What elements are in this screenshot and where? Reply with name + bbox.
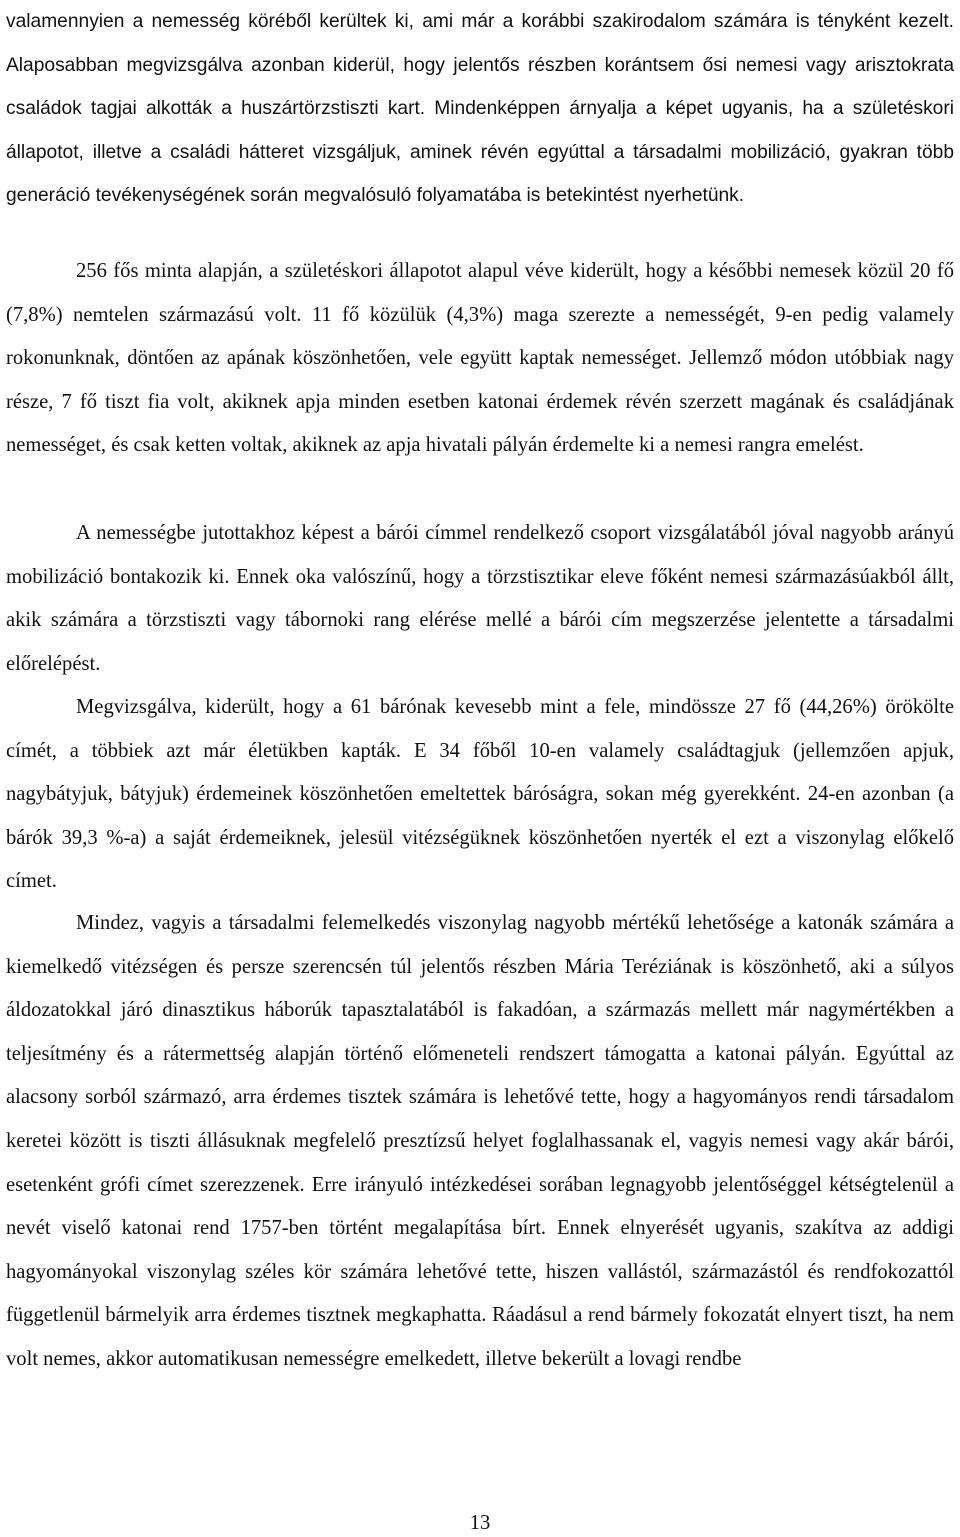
- paragraph-sample-analysis: 256 fős minta alapján, a születéskori állapotot alapul véve kiderült, hogy a későbbi nemesek közül 20 fő (7,8%) nemtelen származású volt. 11 fő közülük (4,3%) maga szerezte a nemességét, 9-en pedig valamely rokonunknak, döntően az apának köszönhetően, vele együtt kaptak nemességet. Jellemző módon utóbbiak nagy része, 7 fő tiszt fia volt, akiknek apja minden esetben katonai érdemek révén szerzett magának és családjának nemességet, és csak ketten voltak, akiknek az apja hivatali pályán érdemelte ki a nemesi rangra emelést.: [6, 260, 954, 457]
- paragraph-barons-inheritance: Megvizsgálva, kiderült, hogy a 61 bárónak kevesebb mint a fele, mindössze 27 fő (44,26%) örökölte címét, a többiek azt már életükben kapták. E 34 főből 10-en valamely családtagjuk (jellemzően apjuk, nagybátyjuk, bátyjuk) érdemeinek köszönhetően emeltettek báróságra, sokan még gyerekként. 24-en azonban (a bárók 39,3 %-a) a saját érdemeiknek, jelesül vitézségüknek köszönhetően nyerték el ezt a viszonylag előkelő címet.: [6, 696, 954, 893]
- paragraph-continuation: valamennyien a nemesség köréből kerültek ki, ami már a korábbi szakirodalom számára is tényként kezelt. Alaposabban megvizsgálva azonban kiderül, hogy jelentős részben korántsem ősi nemesi vagy arisztokrata családok tagjai alkották a huszártörzstiszti kart. Mindenképpen árnyalja a képet ugyanis, ha a születéskori állapotot, illetve a családi hátteret vizsgáljuk, aminek révén egyúttal a társadalmi mobilizáció, gyakran több generáció tevékenységének során megvalósuló folyamatába is betekintést nyerhetünk.: [6, 11, 954, 207]
- paragraph-baronial-group: A nemességbe jutottakhoz képest a bárói címmel rendelkező csoport vizsgálatából jóval nagyobb arányú mobilizáció bontakozik ki. Ennek oka valószínű, hogy a törzstisztikar eleve főként nemesi származásúakból állt, akik számára a törzstiszti vagy tábornoki rang elérése mellé a bárói cím megszerzése jelentette a társadalmi előrelépést.: [6, 522, 954, 675]
- page-number: 13: [469, 1512, 491, 1534]
- paragraph-maria-theresa: Mindez, vagyis a társadalmi felemelkedés viszonylag nagyobb mértékű lehetősége a katonák számára a kiemelkedő vitézségen és persze szerencsén túl jelentős részben Mária Teréziának is köszönhető, aki a súlyos áldozatokkal járó dinasztikus háborúk tapasztalatából is fakadóan, a származás mellett már nagymértékben a teljesítmény és a rátermettség alapján történő előmeneteli rendszert támogatta a katonai pályán. Egyúttal az alacsony sorból származó, arra érdemes tisztek számára is lehetővé tette, hogy a hagyományos rendi társadalom keretei között is tiszti állásuknak megfelelő presztízsű helyet foglalhassanak el, vagyis nemesi vagy akár bárói, esetenként grófi címet szerezzenek. Erre irányuló intézkedései sorában legnagyobb jelentőséggel kétségtelenül a nevét viselő katonai rend 1757-ben történt megalapítása bírt. Ennek elnyerését ugyanis, szakítva az addigi hagyományokal viszonylag széles kör számára lehetővé tette, hiszen vallástól, származástól és rendfokozattól függetlenül bármelyik arra érdemes tisztnek megkaphatta. Ráadásul a rend bármely fokozatát elnyert tiszt, ha nem volt nemes, akkor automatikusan nemességre emelkedett, illetve bekerült a lovagi rendbe: [6, 912, 954, 1370]
